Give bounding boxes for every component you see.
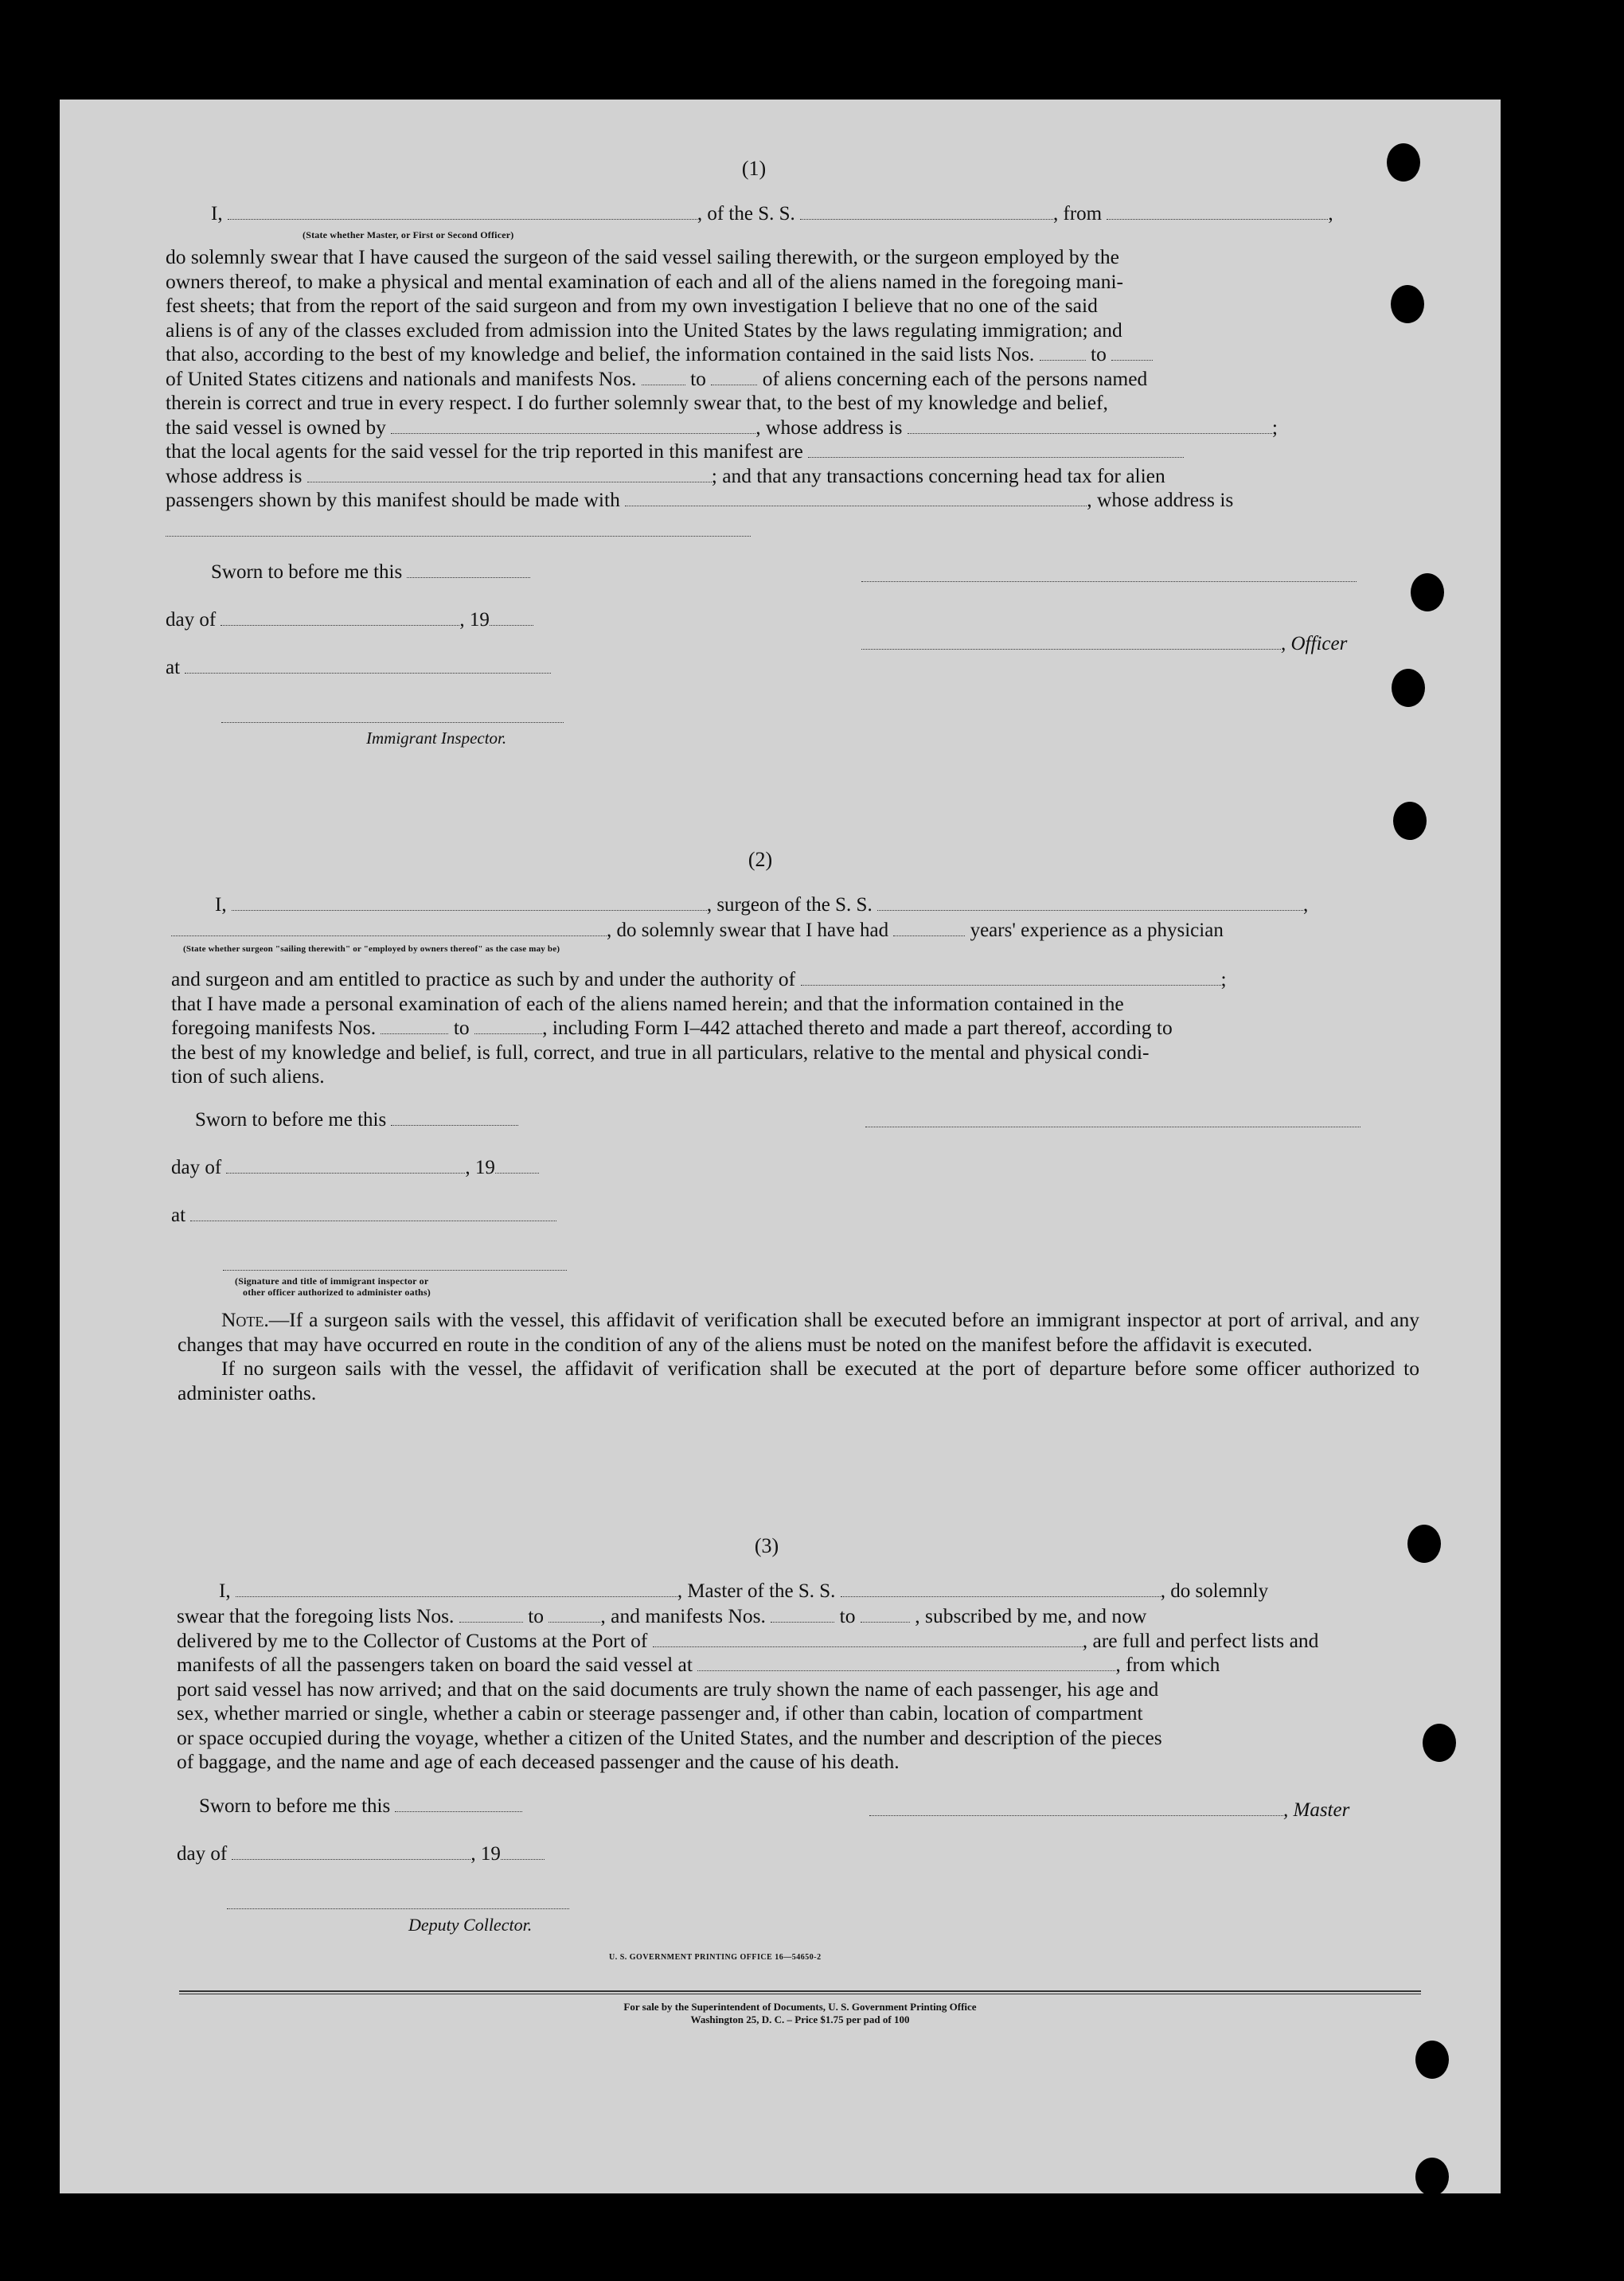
day-of-text: day of bbox=[171, 1157, 222, 1178]
oath-line bbox=[166, 367, 1414, 392]
surgeon-line bbox=[215, 894, 1308, 916]
comma: , bbox=[1302, 894, 1309, 916]
head-tax-text: ; and that any transactions concerning head tax for alien bbox=[711, 463, 1165, 487]
lists-from-field[interactable] bbox=[459, 1606, 523, 1623]
section-2-note bbox=[178, 1308, 1419, 1405]
whose-address-text: , whose address is bbox=[755, 415, 903, 439]
inspector-signature-line[interactable] bbox=[223, 1270, 567, 1271]
label-i: I, bbox=[215, 894, 227, 916]
signature-note-line: (Signature and title of immigrant inspector or bbox=[235, 1275, 429, 1287]
note-paragraph bbox=[178, 1308, 1419, 1357]
year-field[interactable] bbox=[490, 625, 533, 626]
sale-notice-line: For sale by the Superintendent of Documents, U. S. Government Printing Office bbox=[623, 2001, 977, 2013]
lists-to-field[interactable] bbox=[1111, 344, 1153, 361]
year-prefix: , 19 bbox=[470, 1843, 501, 1865]
punch-hole bbox=[1423, 1724, 1456, 1762]
oath-line: fest sheets; that from the report of the said surgeon and from my own investigation I believe that no one of the said bbox=[166, 294, 1098, 317]
label-to: to bbox=[453, 1016, 470, 1039]
foregoing-text: foregoing manifests Nos. bbox=[171, 1016, 377, 1039]
owner-field[interactable] bbox=[391, 417, 755, 434]
section-1-label: (1) bbox=[741, 157, 767, 180]
master-line bbox=[219, 1580, 1268, 1603]
punch-hole bbox=[1415, 2158, 1449, 2196]
solemnly-text: , do solemnly bbox=[1160, 1580, 1269, 1602]
at-place-field[interactable] bbox=[185, 673, 551, 674]
oath-line: therein is correct and true in every respect. I do further solemnly swear that, to the best of my knowledge and belief, bbox=[166, 391, 1108, 414]
form-text: , including Form I–442 attached thereto and made a part thereof, according to bbox=[542, 1016, 1173, 1039]
oath-line bbox=[166, 488, 1414, 513]
day-field[interactable] bbox=[232, 1859, 470, 1860]
punch-hole bbox=[1393, 802, 1427, 840]
oath-line: sex, whether married or single, whether a cabin or steerage passenger and, if other than cabin, location of compartment bbox=[177, 1701, 1143, 1724]
swear-text: swear that the foregoing lists Nos. bbox=[177, 1604, 455, 1627]
sworn-date-field[interactable] bbox=[407, 577, 530, 578]
subscribed-text: , subscribed by me, and now bbox=[915, 1604, 1147, 1627]
master-signature-line[interactable] bbox=[869, 1815, 1283, 1816]
manifests-from-field[interactable] bbox=[381, 1017, 448, 1034]
surgeon-vessel-field[interactable] bbox=[877, 910, 1303, 911]
sworn-row bbox=[211, 561, 530, 584]
at-text: at bbox=[171, 1205, 186, 1226]
officer-signature-row bbox=[861, 633, 1347, 655]
sworn-date-field[interactable] bbox=[391, 1125, 518, 1126]
day-row bbox=[171, 1157, 539, 1179]
whose-address-text: , whose address is bbox=[1087, 488, 1234, 511]
lists-to-field[interactable] bbox=[548, 1606, 600, 1623]
inspector-caption: Immigrant Inspector. bbox=[366, 728, 507, 748]
head-tax-party-field[interactable] bbox=[625, 490, 1087, 506]
solemnly-text: , do solemnly swear that I have had bbox=[607, 920, 889, 941]
oath-line: aliens is of any of the classes excluded from admission into the United States by the laws regulating immigration; and bbox=[166, 318, 1122, 342]
manifests-all-text: manifests of all the passengers taken on board the said vessel at bbox=[177, 1653, 693, 1676]
oath-line: or space occupied during the voyage, whether a citizen of the United States, and the number and description of the pieces bbox=[177, 1725, 1162, 1749]
deputy-caption: Deputy Collector. bbox=[408, 1915, 533, 1935]
officer-rank-note: (State whether Master, or First or Second Officer) bbox=[303, 229, 514, 240]
agents-address-field[interactable] bbox=[307, 466, 712, 482]
day-row bbox=[177, 1843, 545, 1865]
at-row bbox=[171, 1205, 556, 1227]
section-2-label: (2) bbox=[748, 848, 773, 871]
oath-line: of baggage, and the name and age of each deceased passenger and the cause of his death. bbox=[177, 1750, 900, 1773]
signature-note-line: other officer authorized to administer oaths) bbox=[243, 1287, 431, 1298]
oath-line: tion of such aliens. bbox=[171, 1064, 325, 1088]
sworn-text: Sworn to before me this bbox=[211, 561, 403, 583]
lists-from-field[interactable] bbox=[1040, 344, 1086, 361]
year-field[interactable] bbox=[501, 1859, 545, 1860]
oath-line bbox=[177, 1604, 1423, 1629]
vessel-name-field[interactable] bbox=[800, 219, 1053, 220]
oath-line: owners thereof, to make a physical and mental examination of each and all of the aliens named in the foregoing mani- bbox=[166, 269, 1124, 293]
label-to: to bbox=[690, 366, 706, 390]
agents-text: that the local agents for the said vessel for the trip reported in this manifest are bbox=[166, 439, 803, 463]
sworn-text: Sworn to before me this bbox=[199, 1795, 391, 1817]
punch-hole bbox=[1407, 1525, 1441, 1563]
label-to: to bbox=[1091, 342, 1107, 365]
citizens-end: of aliens concerning each of the persons named bbox=[762, 366, 1148, 390]
semicolon: ; bbox=[1220, 967, 1227, 990]
surgeon-of-text: , surgeon of the S. S. bbox=[706, 894, 873, 916]
punch-hole bbox=[1387, 143, 1420, 182]
whose-address-text: whose address is bbox=[166, 463, 303, 487]
delivered-text: delivered by me to the Collector of Customs at the Port of bbox=[177, 1628, 648, 1652]
semicolon: ; bbox=[1271, 415, 1278, 439]
sworn-text: Sworn to before me this bbox=[195, 1109, 387, 1131]
passengers-text: passengers shown by this manifest should be made with bbox=[166, 488, 620, 511]
year-prefix: , 19 bbox=[465, 1157, 495, 1178]
oath-line: that I have made a personal examination of each of the aliens named herein; and that the information contained in the bbox=[171, 991, 1124, 1015]
note-lead: Note. bbox=[221, 1308, 269, 1331]
oath-line: do solemnly swear that I have caused the surgeon of the said vessel sailing therewith, or the surgeon employed by the bbox=[166, 245, 1119, 268]
years-text: years' experience as a physician bbox=[970, 920, 1224, 941]
day-row bbox=[166, 609, 533, 631]
surgeon-status-field[interactable] bbox=[171, 935, 607, 936]
oath-line: port said vessel has now arrived; and that on the said documents are truly shown the name of each passenger, his age and bbox=[177, 1677, 1159, 1701]
surgeon-line-2 bbox=[171, 920, 1224, 942]
master-signature-row bbox=[869, 1799, 1349, 1822]
footer-rule bbox=[179, 1990, 1421, 1992]
label-i: I, bbox=[211, 203, 223, 225]
label-from: , from bbox=[1053, 203, 1103, 225]
owned-by-text: the said vessel is owned by bbox=[166, 415, 386, 439]
manifests-from-field[interactable] bbox=[642, 369, 685, 385]
signature-note bbox=[235, 1275, 431, 1298]
sworn-row bbox=[195, 1109, 518, 1131]
day-of-text: day of bbox=[166, 609, 217, 631]
section-2-oath bbox=[171, 967, 1417, 1089]
note-text: —If a surgeon sails with the vessel, this affidavit of verification shall be executed before an immigrant inspector at port of arrival, and any changes that may have occurred en route in the condition of any of the aliens must be noted on the manifest before the affidavit is executed. bbox=[178, 1308, 1419, 1356]
year-field[interactable] bbox=[495, 1173, 539, 1174]
label-i: I, bbox=[219, 1580, 231, 1602]
gpo-imprint: U. S. GOVERNMENT PRINTING OFFICE 16—54650-2 bbox=[609, 1953, 822, 1962]
manifests-from-field[interactable] bbox=[771, 1606, 834, 1623]
section-3-oath bbox=[177, 1604, 1423, 1775]
day-of-text: day of bbox=[177, 1843, 228, 1865]
oath-line bbox=[166, 342, 1414, 367]
comma: , bbox=[1328, 203, 1333, 225]
day-field[interactable] bbox=[226, 1173, 465, 1174]
years-field[interactable] bbox=[893, 935, 965, 936]
oath-line bbox=[177, 1629, 1423, 1654]
and-manifests-text: , and manifests Nos. bbox=[600, 1604, 766, 1627]
master-name-field[interactable] bbox=[236, 1596, 677, 1597]
master-caption: , Master bbox=[1283, 1799, 1350, 1821]
inspector-signature-line[interactable] bbox=[221, 722, 564, 723]
agents-field[interactable] bbox=[808, 441, 1184, 458]
sale-notice-line: Washington 25, D. C. – Price $1.75 per pad of 100 bbox=[690, 2013, 910, 2025]
surgeon-name-field[interactable] bbox=[232, 910, 707, 911]
citizens-text: of United States citizens and nationals and manifests Nos. bbox=[166, 366, 637, 390]
master-of-text: , Master of the S. S. bbox=[677, 1580, 836, 1602]
punch-hole bbox=[1411, 573, 1444, 611]
officer-rank-field[interactable] bbox=[228, 219, 697, 220]
sworn-row bbox=[199, 1795, 522, 1818]
oath-line bbox=[166, 464, 1414, 489]
officer-caption: , Officer bbox=[1281, 633, 1348, 654]
oath-line bbox=[166, 439, 1414, 464]
full-perfect-text: , are full and perfect lists and bbox=[1082, 1628, 1319, 1652]
authority-field[interactable] bbox=[801, 969, 1221, 986]
surgeon-status-note: (State whether surgeon "sailing therewith" or "employed by owners thereof" as the case may be) bbox=[183, 944, 560, 954]
manifests-to-field[interactable] bbox=[861, 1606, 910, 1623]
oath-line: the best of my knowledge and belief, is full, correct, and true in all particulars, relative to the mental and physical condi- bbox=[171, 1040, 1150, 1064]
at-text: at bbox=[166, 657, 181, 678]
manifests-to-field[interactable] bbox=[711, 369, 757, 385]
vessel-name-field[interactable] bbox=[841, 1596, 1161, 1597]
section-3-label: (3) bbox=[754, 1534, 779, 1557]
sale-notice bbox=[179, 2001, 1421, 2026]
deputy-signature-line[interactable] bbox=[227, 1908, 569, 1909]
oath-line bbox=[177, 1653, 1423, 1678]
day-field[interactable] bbox=[221, 625, 459, 626]
oath-line bbox=[171, 1016, 1417, 1041]
head-tax-address-field[interactable] bbox=[166, 536, 751, 537]
officer-signature-line-1[interactable] bbox=[861, 581, 1357, 582]
from-port-field[interactable] bbox=[1107, 219, 1328, 220]
officer-signature-line-2[interactable] bbox=[861, 649, 1281, 650]
at-row bbox=[166, 657, 551, 679]
master-line bbox=[211, 203, 1333, 225]
manifests-to-field[interactable] bbox=[474, 1017, 542, 1034]
oath-line bbox=[166, 416, 1414, 440]
label-to: to bbox=[839, 1604, 856, 1627]
from-which-text: , from which bbox=[1115, 1653, 1220, 1676]
label-of-ss: , of the S. S. bbox=[697, 203, 795, 225]
punch-hole bbox=[1392, 669, 1425, 707]
lists-text: that also, according to the best of my knowledge and belief, the information contained in the said lists Nos. bbox=[166, 342, 1035, 365]
punch-hole bbox=[1415, 2041, 1449, 2079]
boarding-port-field[interactable] bbox=[697, 1654, 1115, 1671]
year-prefix: , 19 bbox=[459, 609, 490, 631]
owner-address-field[interactable] bbox=[908, 417, 1272, 434]
manifest-page bbox=[60, 100, 1501, 2193]
note-paragraph: If no surgeon sails with the vessel, the affidavit of verification shall be executed at the port of departure before some officer authorized to administer oaths. bbox=[178, 1357, 1419, 1404]
port-field[interactable] bbox=[653, 1631, 1083, 1647]
label-to: to bbox=[528, 1604, 545, 1627]
section-1-oath bbox=[166, 245, 1414, 513]
authority-text: and surgeon and am entitled to practice as such by and under the authority of bbox=[171, 967, 796, 990]
sworn-date-field[interactable] bbox=[395, 1811, 522, 1812]
oath-line bbox=[171, 967, 1417, 992]
